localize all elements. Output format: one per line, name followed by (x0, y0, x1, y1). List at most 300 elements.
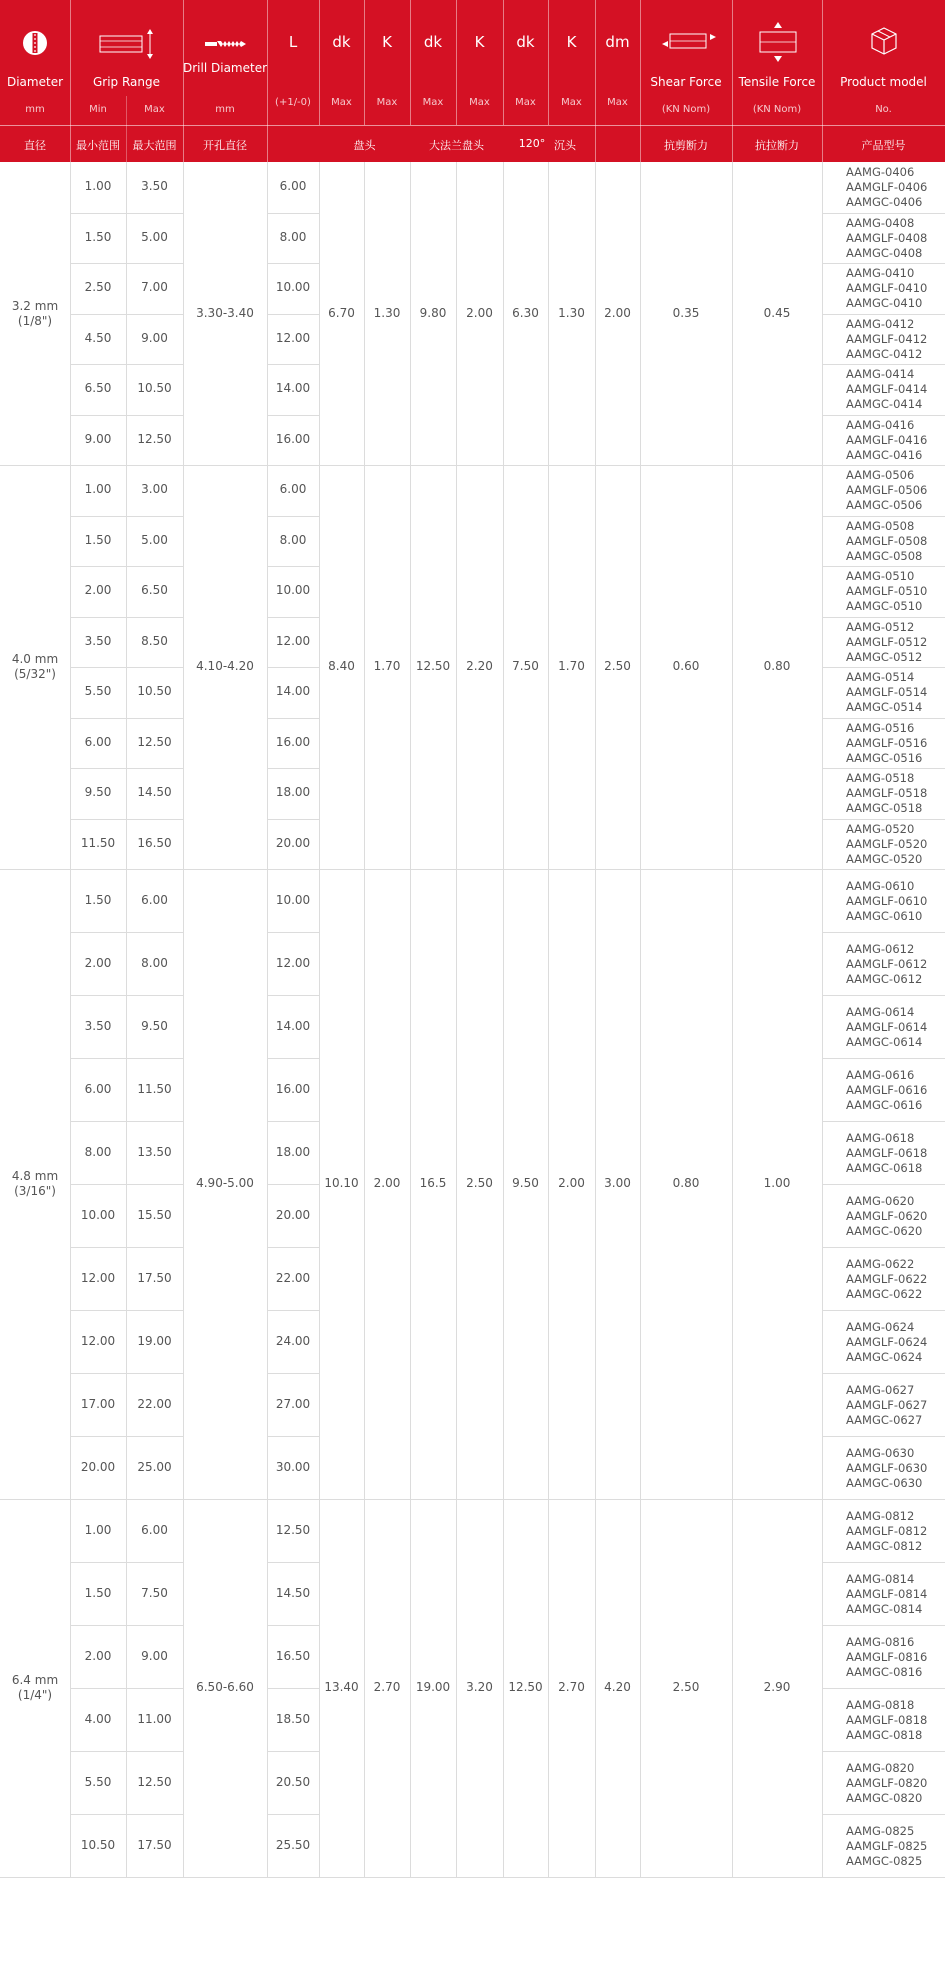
length-cell: 20.00 (275, 1207, 311, 1222)
drill-diameter-cn-label: 开孔直径 (203, 139, 247, 152)
grip-min-cell: 5.50 (84, 1774, 112, 1789)
row-divider (822, 718, 945, 719)
product-model-code: AAMGC-0614 (846, 1034, 923, 1049)
length-cell: 14.00 (275, 1018, 311, 1033)
product-model-code: AAMG-0818 (846, 1697, 915, 1712)
row-divider (70, 1436, 183, 1437)
length-cell: 12.00 (275, 330, 311, 345)
product-model-code: AAMG-0825 (846, 1823, 915, 1838)
grip-max-cell: 12.50 (137, 734, 172, 749)
grip-min-cell: 1.00 (84, 179, 112, 194)
product-model-code: AAMG-0610 (846, 878, 915, 893)
dome-dk-max: Max (331, 97, 352, 108)
row-divider (70, 1310, 183, 1311)
diameter-inch: (3/16") (14, 1184, 56, 1198)
group-divider (0, 465, 945, 466)
length-cell: 18.50 (275, 1711, 311, 1726)
product-model-code: AAMGC-0512 (846, 649, 923, 664)
row-divider (267, 1310, 319, 1311)
row-divider (267, 1436, 319, 1437)
diameter-mm: 4.0 mm (11, 652, 59, 666)
flange-dk-header: dk (423, 33, 443, 51)
product-model-code: AAMGC-0508 (846, 548, 923, 563)
row-divider (70, 1751, 183, 1752)
grip-min-cell: 1.50 (84, 892, 112, 907)
flange-dk-cell: 16.5 (419, 1176, 447, 1190)
row-divider (267, 1562, 319, 1563)
row-divider (822, 819, 945, 820)
length-cell: 6.00 (279, 482, 307, 497)
grip-max-cell: 14.50 (137, 785, 172, 800)
product-model-code: AAMG-0508 (846, 518, 915, 533)
shear-force-unit: (KN Nom) (661, 104, 711, 115)
grip-min-cell: 8.00 (84, 1144, 112, 1159)
grip-max-cell: 12.50 (137, 1774, 172, 1789)
tensile-force-cell: 0.80 (763, 659, 791, 673)
product-model-code: AAMG-0612 (846, 941, 915, 956)
row-divider (70, 1058, 183, 1059)
csk-k-header: K (566, 33, 577, 51)
tensile-force-icon (757, 22, 799, 62)
shear-force-cell: 0.35 (672, 305, 700, 320)
product-model-code: AAMGLF-0630 (846, 1460, 928, 1475)
shear-force-cell: 0.60 (672, 659, 700, 673)
row-divider (267, 995, 319, 996)
grip-min-cn-label: 最小范围 (76, 139, 120, 152)
row-divider (822, 1121, 945, 1122)
length-cell: 12.00 (275, 633, 311, 648)
diameter-inch: (5/32") (14, 667, 56, 681)
row-divider (822, 1373, 945, 1374)
product-model-code: AAMGLF-0818 (846, 1712, 928, 1727)
grip-min-cell: 11.50 (80, 835, 116, 850)
row-divider (822, 1562, 945, 1563)
shear-force-header: Shear Force (650, 75, 722, 89)
grip-min-cell: 1.00 (84, 482, 112, 497)
grip-min-cell: 9.00 (84, 431, 112, 446)
dome-dk-cell: 8.40 (328, 659, 355, 673)
product-model-code: AAMGC-0814 (846, 1601, 923, 1616)
product-model-code: AAMGC-0610 (846, 908, 923, 923)
length-cell: 12.00 (275, 955, 311, 970)
dm-cell: 2.50 (604, 659, 631, 673)
row-divider (70, 566, 183, 567)
length-cell: 20.50 (275, 1774, 311, 1789)
product-model-code: AAMGLF-0518 (846, 786, 928, 801)
product-model-code: AAMGC-0816 (846, 1664, 923, 1679)
dome-head-cn-label: 盘头 (353, 139, 376, 152)
row-divider (267, 213, 319, 214)
product-model-code: AAMGC-0414 (846, 397, 923, 412)
row-divider (70, 932, 183, 933)
product-model-code: AAMGC-0825 (846, 1853, 923, 1868)
table-header (0, 0, 945, 162)
row-divider (267, 1184, 319, 1185)
product-model-code: AAMGLF-0406 (846, 180, 928, 195)
grip-min-cell: 10.00 (80, 1207, 116, 1222)
diameter-cell (0, 652, 70, 682)
product-model-code: AAMGC-0410 (846, 296, 923, 311)
length-cell: 20.00 (275, 835, 311, 850)
diameter-mm: 3.2 mm (11, 298, 59, 313)
row-divider (70, 1814, 183, 1815)
row-divider (822, 1310, 945, 1311)
grip-min-cell: 1.50 (84, 532, 112, 547)
row-divider (267, 1814, 319, 1815)
length-cell: 18.00 (275, 1144, 311, 1159)
length-cell: 12.50 (275, 1522, 311, 1537)
row-divider (267, 566, 319, 567)
product-model-code: AAMG-0814 (846, 1571, 915, 1586)
dm-cell: 3.00 (604, 1176, 631, 1190)
row-divider (267, 516, 319, 517)
dome-dk-cell: 6.70 (328, 305, 355, 320)
row-divider (70, 213, 183, 214)
product-model-code: AAMGC-0514 (846, 700, 923, 715)
row-divider (822, 667, 945, 668)
row-divider (267, 263, 319, 264)
row-divider (70, 768, 183, 769)
flange-head-cn-label: 大法兰盘头 (429, 139, 484, 152)
product-model-code: AAMGC-0516 (846, 750, 923, 765)
product-model-code: AAMG-0510 (846, 569, 915, 584)
flange-k-cell: 2.00 (466, 305, 493, 320)
grip-max-label: Max (144, 104, 165, 115)
row-divider (70, 314, 183, 315)
tensile-force-header: Tensile Force (738, 75, 816, 89)
length-cell: 16.50 (275, 1648, 311, 1663)
grip-min-cell: 4.50 (84, 330, 112, 345)
row-divider (70, 263, 183, 264)
dm-cell: 2.00 (604, 305, 631, 320)
grip-max-cn-label: 最大范围 (132, 139, 177, 152)
grip-max-cell: 6.00 (141, 1522, 168, 1537)
product-model-code: AAMGLF-0414 (846, 382, 928, 397)
tensile-force-cell: 2.90 (763, 1680, 791, 1694)
grip-min-cell: 9.50 (84, 785, 112, 800)
row-divider (267, 1625, 319, 1626)
shear-force-cell: 0.80 (672, 1176, 700, 1190)
row-divider (822, 995, 945, 996)
dm-cell: 4.20 (604, 1680, 631, 1694)
row-divider (822, 1688, 945, 1689)
row-divider (267, 718, 319, 719)
row-divider (70, 995, 183, 996)
dm-header: dm (605, 33, 630, 51)
grip-max-cell: 15.50 (137, 1207, 172, 1222)
product-model-code: AAMGLF-0624 (846, 1334, 928, 1349)
length-cell: 16.00 (275, 431, 311, 446)
dome-dk-cell: 10.10 (324, 1176, 359, 1190)
grip-min-cell: 2.50 (84, 280, 112, 295)
grip-max-cell: 22.00 (137, 1396, 172, 1411)
diameter-cell (0, 1169, 70, 1199)
length-cell: 10.00 (275, 280, 311, 295)
length-tolerance: (+1/-0) (275, 97, 311, 108)
row-divider (70, 516, 183, 517)
length-cell: 8.00 (279, 229, 307, 244)
dome-dk-header: dk (332, 33, 351, 51)
drill-diameter-header: Drill Diameter (183, 61, 268, 75)
product-model-code: AAMGC-0510 (846, 599, 923, 614)
grip-max-cell: 5.00 (141, 532, 168, 547)
grip-max-cell: 5.00 (141, 229, 168, 244)
drill-diameter-unit: mm (215, 104, 235, 115)
product-model-code: AAMGLF-0627 (846, 1397, 928, 1412)
product-model-code: AAMGLF-0510 (846, 584, 928, 599)
row-divider (70, 718, 183, 719)
grip-range-icon (98, 28, 158, 60)
csk-dk-max: Max (515, 97, 536, 108)
grip-min-cell: 1.00 (84, 1522, 112, 1537)
grip-min-cell: 10.50 (80, 1837, 116, 1852)
product-model-code: AAMG-0618 (846, 1130, 915, 1145)
grip-max-cell: 13.50 (137, 1144, 172, 1159)
grip-max-cell: 3.50 (141, 179, 168, 194)
flange-k-cell: 2.20 (466, 659, 493, 673)
product-model-code: AAMGC-0624 (846, 1349, 923, 1364)
length-cell: 10.00 (275, 583, 311, 598)
product-model-code: AAMGLF-0620 (846, 1208, 928, 1223)
product-model-code: AAMGC-0627 (846, 1412, 923, 1427)
grip-min-cell: 1.50 (84, 1585, 112, 1600)
dome-k-cell: 2.00 (373, 1176, 401, 1190)
row-divider (822, 415, 945, 416)
length-cell: 8.00 (279, 532, 307, 547)
product-model-code: AAMGC-0406 (846, 195, 923, 210)
grip-min-cell: 3.50 (84, 1018, 112, 1033)
product-model-code: AAMGLF-0516 (846, 735, 928, 750)
diameter-cn-label: 直径 (24, 139, 46, 152)
diameter-mm: 6.4 mm (11, 1673, 59, 1687)
diameter-mm: 4.8 mm (11, 1169, 59, 1183)
row-divider (822, 364, 945, 365)
product-model-code: AAMG-0630 (846, 1445, 915, 1460)
grip-min-cell: 5.50 (84, 684, 112, 699)
grip-min-cell: 2.00 (84, 1648, 112, 1663)
row-divider (267, 617, 319, 618)
row-divider (822, 1184, 945, 1185)
group-divider (0, 869, 945, 870)
flange-k-header: K (474, 33, 485, 51)
product-model-code: AAMG-0516 (846, 720, 915, 735)
length-cell: 10.00 (275, 892, 311, 907)
product-model-code: AAMGLF-0412 (846, 331, 928, 346)
product-model-code: AAMGLF-0814 (846, 1586, 928, 1601)
grip-min-cell: 12.00 (80, 1333, 116, 1348)
grip-max-cell: 16.50 (137, 835, 172, 850)
grip-max-cell: 11.50 (137, 1081, 172, 1096)
flange-dk-cell: 19.00 (415, 1680, 451, 1694)
product-model-code: AAMG-0616 (846, 1067, 915, 1082)
product-model-code: AAMGC-0820 (846, 1790, 923, 1805)
product-model-code: AAMG-0812 (846, 1508, 915, 1523)
length-cell: 30.00 (275, 1459, 311, 1474)
product-model-code: AAMGLF-0416 (846, 432, 928, 447)
product-model-code: AAMGLF-0410 (846, 281, 928, 296)
csk-k-cell: 2.00 (558, 1176, 585, 1190)
flange-dk-cell: 9.80 (419, 305, 447, 320)
row-divider (822, 1247, 945, 1248)
grip-max-cell: 7.50 (141, 1585, 168, 1600)
product-model-code: AAMG-0816 (846, 1634, 915, 1649)
product-model-code: AAMGLF-0614 (846, 1019, 928, 1034)
product-model-cn-label: 产品型号 (861, 139, 906, 152)
grip-max-cell: 17.50 (137, 1837, 172, 1852)
grip-min-cell: 6.00 (84, 1081, 112, 1096)
row-divider (267, 1058, 319, 1059)
product-model-no: No. (875, 104, 892, 115)
row-divider (822, 617, 945, 618)
product-model-code: AAMG-0408 (846, 215, 915, 230)
length-cell: 27.00 (275, 1396, 311, 1411)
row-divider (267, 1751, 319, 1752)
diameter-inch: (1/8") (17, 313, 53, 328)
grip-min-cell: 6.00 (84, 734, 112, 749)
flange-dk-max: Max (422, 97, 444, 108)
drill-bit-icon (205, 38, 247, 50)
grip-max-cell: 10.50 (137, 684, 172, 699)
product-model-code: AAMG-0506 (846, 468, 915, 483)
rivet-icon (22, 30, 48, 56)
row-divider (822, 566, 945, 567)
product-box-icon (870, 26, 898, 56)
row-divider (822, 1814, 945, 1815)
product-model-code: AAMG-0514 (846, 670, 915, 685)
dome-k-header: K (382, 33, 392, 51)
length-cell: 22.00 (275, 1270, 311, 1285)
length-cell: 16.00 (275, 734, 311, 749)
tensile-force-cell: 1.00 (763, 1176, 791, 1190)
length-cell: 24.00 (275, 1333, 311, 1348)
grip-min-cell: 4.00 (84, 1711, 112, 1726)
length-cell: 6.00 (279, 179, 307, 194)
product-model-code: AAMG-0820 (846, 1760, 915, 1775)
product-model-code: AAMGC-0630 (846, 1475, 923, 1490)
countersunk-head-cn-label: 沉头 (554, 139, 576, 152)
product-model-code: AAMGC-0618 (846, 1160, 923, 1175)
grip-max-cell: 9.00 (141, 330, 168, 345)
product-model-code: AAMGC-0518 (846, 801, 923, 816)
csk-dk-cell: 7.50 (512, 659, 539, 673)
flange-k-cell: 2.50 (466, 1176, 493, 1190)
grip-max-cell: 8.00 (141, 955, 168, 970)
grip-max-cell: 6.50 (141, 583, 168, 598)
diameter-inch: (1/4") (17, 1688, 53, 1702)
flange-dk-cell: 12.50 (415, 659, 451, 673)
row-divider (70, 617, 183, 618)
row-divider (267, 364, 319, 365)
grip-max-cell: 3.00 (141, 482, 168, 497)
product-model-code: AAMG-0410 (846, 266, 915, 281)
row-divider (822, 213, 945, 214)
tensile-force-cell: 0.45 (763, 305, 791, 320)
row-divider (822, 932, 945, 933)
tensile-force-unit: (KN Nom) (752, 104, 802, 115)
row-divider (267, 314, 319, 315)
row-divider (70, 667, 183, 668)
dome-dk-cell: 13.40 (324, 1680, 359, 1694)
product-model-code: AAMG-0406 (846, 165, 915, 180)
dm-max: Max (607, 97, 628, 108)
row-divider (267, 1121, 319, 1122)
diameter-unit: mm (25, 104, 45, 115)
product-model-code: AAMGLF-0520 (846, 836, 928, 851)
product-model-code: AAMGLF-0622 (846, 1271, 928, 1286)
row-divider (267, 415, 319, 416)
product-model-code: AAMG-0412 (846, 316, 915, 331)
grip-max-cell: 9.50 (141, 1018, 168, 1033)
product-model-code: AAMGLF-0610 (846, 893, 928, 908)
grip-min-label: Min (89, 104, 107, 115)
grip-max-cell: 6.00 (141, 892, 168, 907)
product-model-code: AAMG-0414 (846, 367, 915, 382)
product-model-code: AAMGC-0412 (846, 346, 923, 361)
grip-min-cell: 20.00 (80, 1459, 116, 1474)
row-divider (70, 415, 183, 416)
shear-force-icon (662, 30, 716, 52)
csk-k-cell: 1.30 (558, 305, 585, 320)
row-divider (822, 1436, 945, 1437)
drill-diameter-cell: 4.10-4.20 (196, 659, 254, 673)
product-model-code: AAMGC-0416 (846, 447, 923, 462)
grip-max-cell: 25.00 (137, 1459, 172, 1474)
row-divider (822, 1751, 945, 1752)
product-model-code: AAMGLF-0816 (846, 1649, 928, 1664)
grip-min-cell: 1.50 (84, 229, 112, 244)
product-model-code: AAMG-0520 (846, 821, 915, 836)
product-model-code: AAMGC-0506 (846, 498, 923, 513)
row-divider (267, 1688, 319, 1689)
product-model-code: AAMGC-0520 (846, 851, 923, 866)
product-model-code: AAMG-0620 (846, 1193, 915, 1208)
product-model-code: AAMG-0622 (846, 1256, 915, 1271)
diameter-cell (0, 299, 70, 329)
length-cell: 25.50 (275, 1837, 311, 1852)
product-model-code: AAMGLF-0508 (846, 533, 928, 548)
product-model-code: AAMGLF-0512 (846, 634, 928, 649)
grip-max-cell: 19.00 (137, 1333, 172, 1348)
shear-force-cn-label: 抗剪断力 (664, 139, 708, 152)
length-cell: 14.00 (275, 684, 311, 699)
product-model-code: AAMGLF-0506 (846, 483, 928, 498)
csk-k-cell: 2.70 (558, 1680, 585, 1694)
countersunk-angle-label: 120° (518, 137, 546, 150)
grip-max-cell: 8.50 (141, 633, 168, 648)
product-model-code: AAMG-0627 (846, 1382, 915, 1397)
grip-min-cell: 17.00 (80, 1396, 116, 1411)
csk-k-cell: 1.70 (558, 659, 585, 673)
product-model-code: AAMGLF-0825 (846, 1838, 928, 1853)
row-divider (70, 1121, 183, 1122)
product-model-code: AAMGLF-0812 (846, 1523, 928, 1538)
grip-min-cell: 2.00 (84, 955, 112, 970)
grip-max-cell: 10.50 (137, 381, 172, 396)
row-divider (822, 1625, 945, 1626)
length-cell: 18.00 (275, 785, 311, 800)
grip-min-cell: 3.50 (84, 633, 112, 648)
row-divider (70, 364, 183, 365)
length-cell: 16.00 (275, 1081, 311, 1096)
grip-max-cell: 9.00 (141, 1648, 168, 1663)
diameter-header: Diameter (6, 75, 64, 89)
flange-k-max: Max (469, 97, 490, 108)
product-model-code: AAMG-0416 (846, 417, 915, 432)
product-model-code: AAMG-0518 (846, 771, 915, 786)
csk-dk-cell: 6.30 (512, 305, 539, 320)
dome-k-cell: 1.30 (373, 305, 401, 320)
group-divider (0, 1877, 945, 1878)
